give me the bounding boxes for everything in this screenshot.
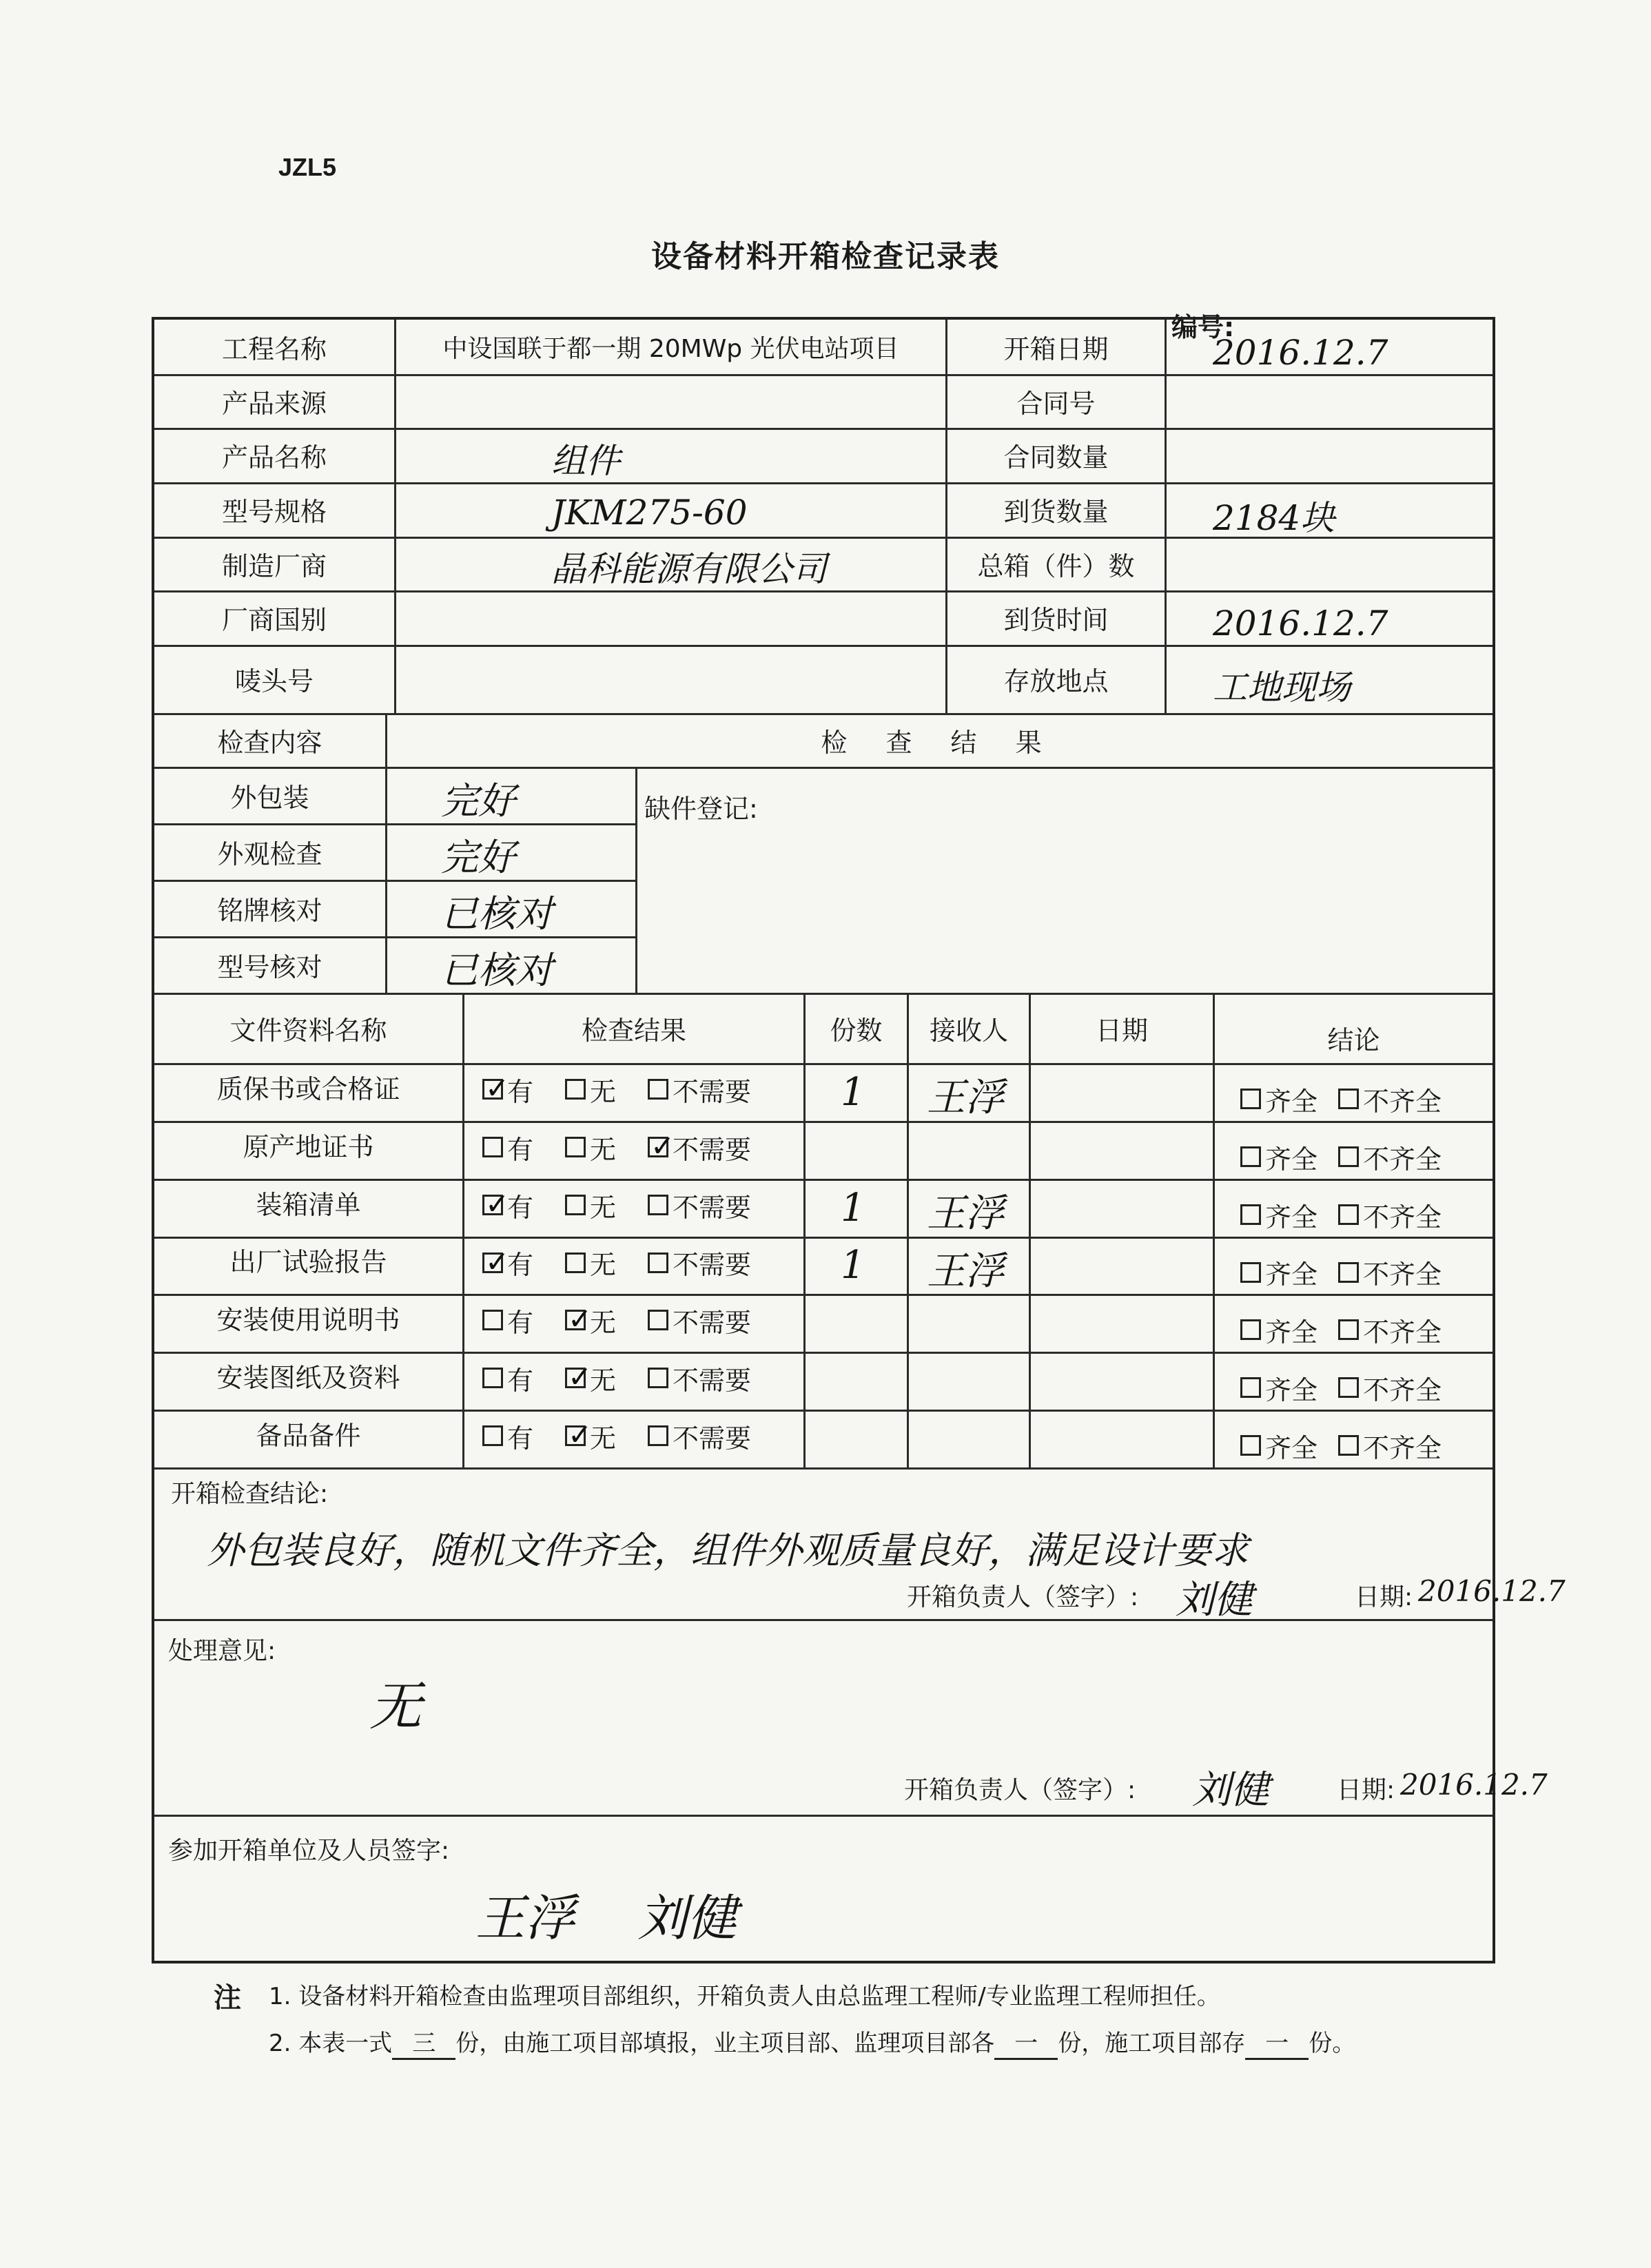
doc-item-options (482, 1176, 803, 1234)
doc-item-options (482, 1407, 803, 1465)
inspection-item-label: 铭牌核对 (217, 895, 322, 926)
conclusion-option-1[interactable] (1338, 1196, 1442, 1234)
doc-item-name: 原产地证书 (243, 1131, 374, 1162)
doc-item-name: 安装使用说明书 (216, 1304, 400, 1335)
option-label: 不需要 (673, 1307, 752, 1338)
document-title: 设备材料开箱检查记录表 (651, 239, 1000, 274)
checkbox-icon[interactable] (648, 1425, 668, 1446)
option-2[interactable] (648, 1186, 751, 1224)
checkbox-icon[interactable] (1338, 1377, 1359, 1398)
checkbox-icon[interactable] (1240, 1435, 1261, 1456)
conclusion-option-label: 齐全 (1265, 1432, 1318, 1463)
note-2-part-a: 2. 本表一式 (269, 2030, 393, 2057)
opinion-date-label: 日期: (1337, 1776, 1395, 1804)
note-2-count-kept: 一 (1245, 2024, 1309, 2060)
inspection-item-label: 外观检查 (217, 838, 322, 869)
inspection-header-label: 检查内容 (217, 727, 322, 758)
checkbox-icon[interactable] (482, 1310, 503, 1330)
checkbox-icon[interactable] (648, 1195, 668, 1215)
doc-item-receiver: 王浮 (927, 1075, 1004, 1120)
conclusion-option-label: 齐全 (1265, 1202, 1318, 1233)
note-2-part-b: 份，由施工项目部填报，业主项目部、监理项目部各 (455, 2030, 995, 2057)
checkbox-icon[interactable] (565, 1425, 586, 1446)
conclusion-text: 外包装良好，随机文件齐全，组件外观质量良好，满足设计要求 (207, 1529, 1249, 1572)
option-1[interactable] (565, 1244, 616, 1281)
note-2-count-total: 三 (392, 2024, 455, 2060)
docs-header-receiver: 接收人 (929, 1015, 1008, 1046)
conclusion-option-1[interactable] (1338, 1311, 1442, 1349)
doc-item-conclusion (1240, 1128, 1493, 1186)
option-label: 有 (507, 1365, 534, 1396)
doc-item-options (482, 1349, 803, 1407)
doc-item-options (482, 1060, 803, 1118)
inspection-item-label: 型号核对 (217, 951, 322, 982)
conclusion-option-label: 不齐全 (1363, 1202, 1442, 1233)
doc-item-conclusion (1240, 1070, 1493, 1128)
conclusion-option-label: 不齐全 (1363, 1144, 1442, 1175)
checkbox-icon[interactable] (1338, 1204, 1359, 1225)
option-label: 不需要 (673, 1250, 752, 1280)
conclusion-option-1[interactable] (1338, 1080, 1442, 1118)
conclusion-option-label: 不齐全 (1363, 1432, 1442, 1463)
option-2[interactable] (648, 1071, 751, 1109)
info-right-label: 总箱（件）数 (977, 550, 1135, 581)
conclusion-option-0[interactable] (1240, 1196, 1317, 1234)
option-label: 有 (507, 1134, 534, 1165)
checkbox-icon[interactable] (648, 1079, 668, 1100)
info-right-label: 开箱日期 (1003, 334, 1109, 364)
info-right-label: 合同数量 (1003, 442, 1109, 473)
doc-item-copies: 1 (841, 1243, 865, 1288)
option-1[interactable] (565, 1417, 616, 1455)
checkbox-icon[interactable] (565, 1137, 586, 1157)
option-1[interactable] (565, 1359, 616, 1397)
notes-prefix: 注 (214, 1982, 241, 2014)
v-rule (1165, 320, 1167, 713)
option-label: 有 (507, 1250, 534, 1280)
option-label: 有 (507, 1307, 534, 1338)
option-0[interactable] (482, 1359, 533, 1397)
doc-item-conclusion (1240, 1301, 1493, 1359)
conclusion-date: 2016.12.7 (1418, 1574, 1566, 1608)
h-rule (154, 1815, 1493, 1817)
option-label: 无 (590, 1307, 617, 1338)
option-label: 无 (590, 1076, 617, 1107)
checkbox-icon[interactable] (1338, 1435, 1359, 1456)
conclusion-option-label: 齐全 (1265, 1259, 1318, 1290)
conclusion-option-0[interactable] (1240, 1427, 1317, 1465)
note-2-count-each: 一 (994, 2024, 1058, 2060)
conclusion-label: 开箱检查结论: (171, 1480, 329, 1508)
conclusion-option-0[interactable] (1240, 1369, 1317, 1407)
docs-header-copies: 份数 (830, 1015, 883, 1046)
checkbox-icon[interactable] (565, 1368, 586, 1388)
conclusion-option-label: 不齐全 (1363, 1317, 1442, 1348)
conclusion-option-label: 不齐全 (1363, 1374, 1442, 1405)
info-right-label: 合同号 (1016, 388, 1096, 419)
info-label: 产品来源 (221, 388, 327, 419)
info-right-value: 2184块 (1213, 497, 1335, 538)
checkbox-icon[interactable] (565, 1252, 586, 1273)
option-label: 不需要 (673, 1134, 752, 1165)
conclusion-option-label: 不齐全 (1363, 1259, 1442, 1290)
doc-item-name: 装箱清单 (256, 1189, 361, 1220)
doc-item-conclusion (1240, 1359, 1493, 1416)
option-2[interactable] (648, 1301, 751, 1339)
v-rule (1029, 993, 1031, 1467)
info-label: 厂商国别 (221, 605, 327, 635)
doc-item-name: 备品备件 (256, 1420, 361, 1451)
conclusion-option-label: 齐全 (1265, 1317, 1318, 1348)
checkbox-icon[interactable] (482, 1195, 503, 1215)
option-label: 有 (507, 1076, 534, 1107)
option-0[interactable] (482, 1071, 533, 1109)
doc-item-name: 安装图纸及资料 (216, 1362, 400, 1393)
conclusion-option-1[interactable] (1338, 1138, 1442, 1176)
note-2 (269, 2024, 1355, 2060)
option-0[interactable] (482, 1128, 533, 1166)
option-2[interactable] (648, 1244, 751, 1281)
info-label: 唛头号 (234, 666, 314, 697)
info-value: 中设国联于都一期 20MWp 光伏电站项目 (442, 335, 899, 363)
checkbox-icon[interactable] (1240, 1319, 1261, 1340)
opinion-sign-label: 开箱负责人（签字）: (904, 1776, 1136, 1804)
option-label: 不需要 (673, 1365, 752, 1396)
doc-item-conclusion (1240, 1416, 1493, 1474)
opinion-signature: 刘健 (1192, 1768, 1269, 1813)
checkbox-icon[interactable] (1338, 1319, 1359, 1340)
note-1: 1. 设备材料开箱检查由监理项目部组织，开箱负责人由总监理工程师/专业监理工程师担任。 (269, 1983, 1220, 2010)
conclusion-option-1[interactable] (1338, 1253, 1442, 1291)
checkbox-icon[interactable] (648, 1368, 668, 1388)
v-rule (907, 993, 909, 1467)
doc-item-conclusion (1240, 1244, 1493, 1301)
inspection-header-result: 检 查 结 果 (821, 727, 1057, 758)
v-rule (803, 993, 806, 1467)
option-1[interactable] (565, 1128, 616, 1166)
inspection-item-result: 完好 (441, 835, 515, 879)
doc-item-receiver: 王浮 (927, 1191, 1004, 1236)
opinion-label: 处理意见: (168, 1637, 276, 1665)
attendees-label: 参加开箱单位及人员签字: (168, 1837, 450, 1865)
inspection-item-label: 外包装 (230, 782, 309, 813)
option-label: 有 (507, 1192, 534, 1223)
opinion-date: 2016.12.7 (1400, 1768, 1548, 1802)
info-label: 型号规格 (221, 497, 327, 527)
v-rule (394, 320, 396, 713)
inspection-item-result: 已核对 (441, 891, 553, 936)
conclusion-option-label: 齐全 (1265, 1144, 1318, 1175)
info-value: 晶科能源有限公司 (551, 549, 827, 589)
doc-item-copies: 1 (841, 1185, 865, 1230)
option-label: 无 (590, 1192, 617, 1223)
checkbox-icon[interactable] (1338, 1089, 1359, 1109)
doc-item-copies: 1 (841, 1069, 865, 1115)
info-right-value: 2016.12.7 (1213, 332, 1388, 373)
option-2[interactable] (648, 1128, 751, 1166)
checkbox-icon[interactable] (1338, 1146, 1359, 1167)
option-label: 无 (590, 1134, 617, 1165)
inspection-item-result: 完好 (441, 779, 515, 823)
note-2-part-c: 份，施工项目部存 (1058, 2030, 1246, 2057)
opinion-text: 无 (369, 1676, 422, 1737)
info-value: JKM275-60 (551, 492, 748, 533)
conclusion-signature: 刘健 (1176, 1578, 1253, 1622)
checkbox-icon[interactable] (648, 1310, 668, 1330)
option-label: 有 (507, 1423, 534, 1454)
option-label: 无 (590, 1250, 617, 1280)
v-rule (635, 767, 637, 993)
option-1[interactable] (565, 1301, 616, 1339)
checkbox-icon[interactable] (482, 1252, 503, 1273)
doc-item-options (482, 1291, 803, 1349)
checkbox-icon[interactable] (1240, 1262, 1261, 1283)
option-2[interactable] (648, 1417, 751, 1455)
info-value: 组件 (551, 440, 620, 481)
option-0[interactable] (482, 1301, 533, 1339)
conclusion-date-label: 日期: (1355, 1583, 1413, 1611)
missing-parts-label: 缺件登记: (644, 793, 758, 824)
checkbox-icon[interactable] (1240, 1146, 1261, 1167)
checkbox-icon[interactable] (565, 1195, 586, 1215)
checkbox-icon[interactable] (565, 1310, 586, 1330)
inspection-item-result: 已核对 (441, 948, 553, 992)
checkbox-icon[interactable] (1338, 1262, 1359, 1283)
info-label: 工程名称 (221, 334, 327, 364)
option-0[interactable] (482, 1417, 533, 1455)
checkbox-icon[interactable] (1240, 1089, 1261, 1109)
info-label: 产品名称 (221, 442, 327, 473)
note-2-part-d: 份。 (1309, 2030, 1356, 2057)
conclusion-option-0[interactable] (1240, 1080, 1317, 1118)
conclusion-option-0[interactable] (1240, 1253, 1317, 1291)
attendees-signatures: 王浮 刘健 (475, 1889, 737, 1947)
conclusion-option-label: 齐全 (1265, 1374, 1318, 1405)
doc-item-options (482, 1234, 803, 1291)
option-1[interactable] (565, 1186, 616, 1224)
checkbox-icon[interactable] (482, 1137, 503, 1157)
docs-header-conclusion: 结论 (1327, 1024, 1380, 1055)
checkbox-icon[interactable] (648, 1137, 668, 1157)
conclusion-option-1[interactable] (1338, 1369, 1442, 1407)
info-right-label: 到货数量 (1003, 497, 1109, 527)
option-1[interactable] (565, 1071, 616, 1109)
option-2[interactable] (648, 1359, 751, 1397)
conclusion-sign-label: 开箱负责人（签字）: (907, 1583, 1139, 1611)
conclusion-option-label: 齐全 (1265, 1086, 1318, 1117)
option-label: 无 (590, 1423, 617, 1454)
checkbox-icon[interactable] (482, 1425, 503, 1446)
info-right-value: 2016.12.7 (1213, 603, 1388, 643)
checkbox-icon[interactable] (1240, 1204, 1261, 1225)
serial-number-label: 编号: (1171, 312, 1235, 342)
conclusion-option-1[interactable] (1338, 1427, 1442, 1465)
option-label: 不需要 (673, 1076, 752, 1107)
option-label: 不需要 (673, 1423, 752, 1454)
docs-header-name: 文件资料名称 (229, 1015, 387, 1046)
option-0[interactable] (482, 1186, 533, 1224)
checkbox-icon[interactable] (482, 1079, 503, 1100)
doc-item-name: 质保书或合格证 (216, 1073, 400, 1104)
info-label: 制造厂商 (221, 550, 327, 581)
v-rule (462, 993, 464, 1467)
document-code: JZL5 (278, 153, 337, 181)
checkbox-icon[interactable] (565, 1079, 586, 1100)
doc-item-options (482, 1118, 803, 1176)
conclusion-option-0[interactable] (1240, 1311, 1317, 1349)
docs-header-date: 日期 (1095, 1015, 1148, 1046)
checkbox-icon[interactable] (1240, 1377, 1261, 1398)
checkbox-icon[interactable] (482, 1368, 503, 1388)
option-label: 不需要 (673, 1192, 752, 1223)
conclusion-option-0[interactable] (1240, 1138, 1317, 1176)
h-rule (154, 1619, 1493, 1621)
info-right-value: 工地现场 (1213, 667, 1351, 708)
doc-item-receiver: 王浮 (927, 1248, 1004, 1294)
doc-item-conclusion (1240, 1186, 1493, 1244)
option-0[interactable] (482, 1244, 533, 1281)
option-label: 无 (590, 1365, 617, 1396)
info-right-label: 存放地点 (1003, 666, 1109, 697)
doc-item-name: 出厂试验报告 (229, 1247, 387, 1277)
info-right-label: 到货时间 (1003, 605, 1109, 635)
conclusion-option-label: 不齐全 (1363, 1086, 1442, 1117)
checkbox-icon[interactable] (648, 1252, 668, 1273)
docs-header-result: 检查结果 (581, 1015, 686, 1046)
